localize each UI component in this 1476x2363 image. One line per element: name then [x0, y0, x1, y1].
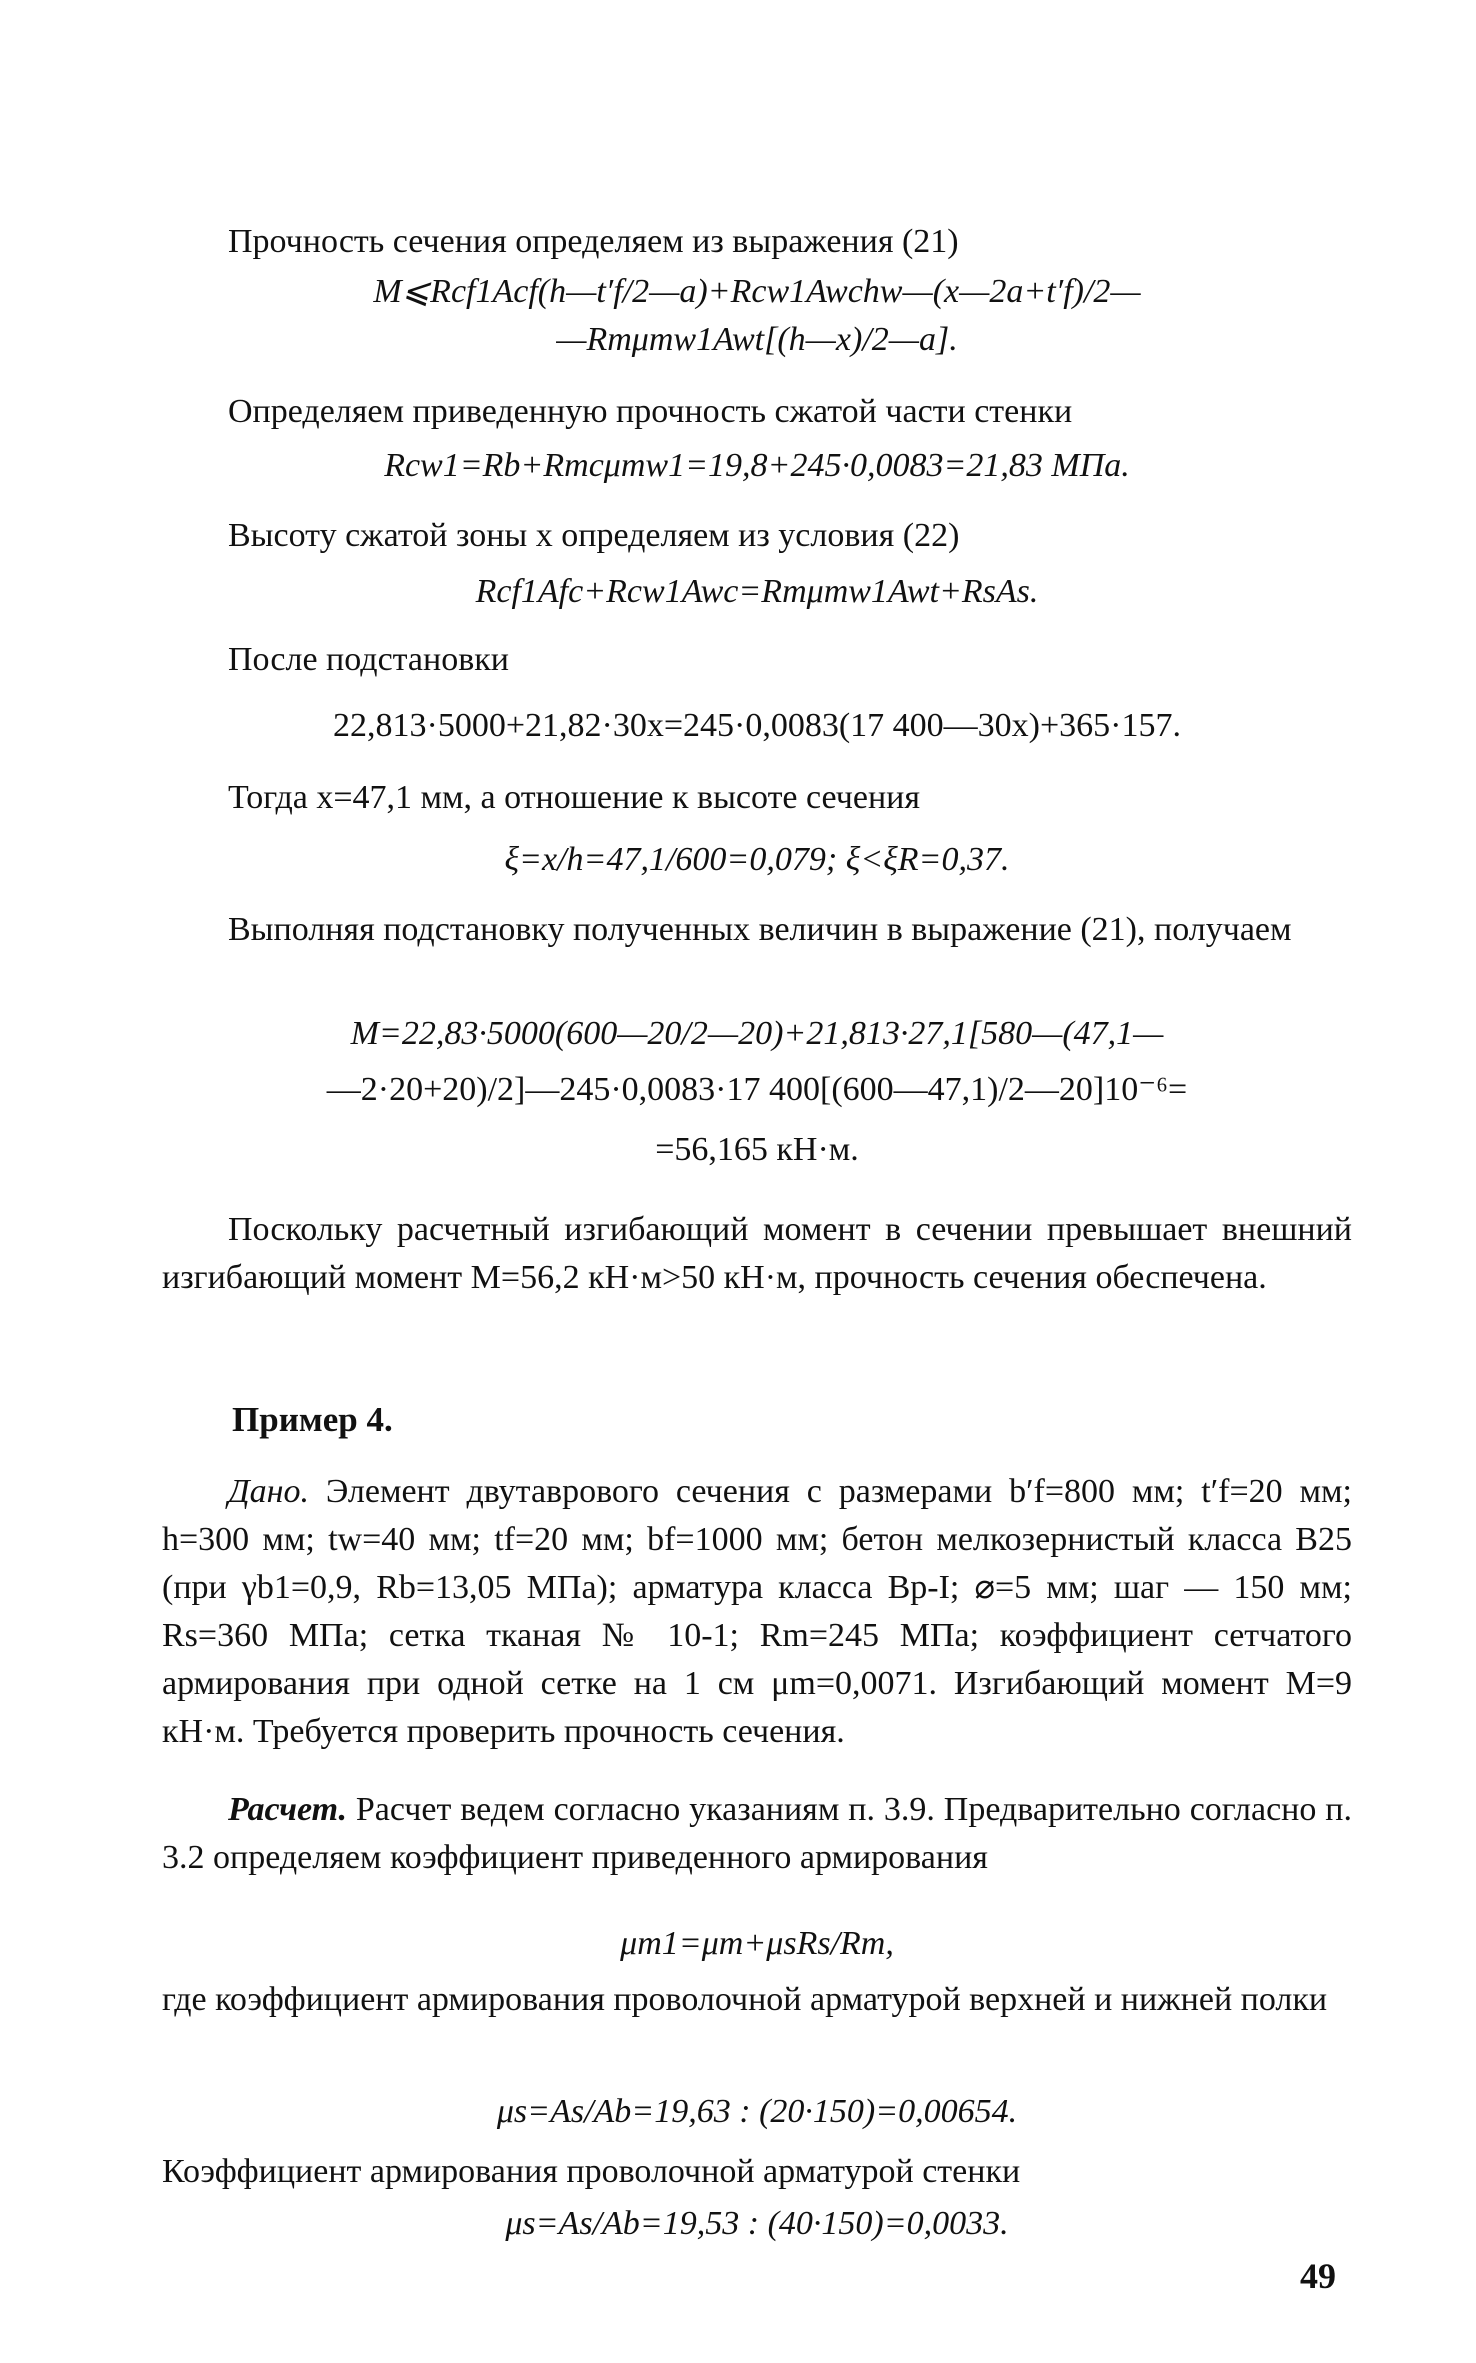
formula-mu-m1: μm1=μm+μsRs/Rm,	[620, 1925, 894, 1962]
paragraph-web-reinforcement: Коэффициент армирования проволочной арматурой стенки	[162, 2153, 1021, 2190]
heading-example-4: Пример 4.	[232, 1400, 393, 1439]
given-label: Дано.	[228, 1473, 309, 1510]
formula-21-line-2: —Rmμmw1Awt[(h—x)/2—a].	[556, 321, 958, 358]
formula-mu-s-flange: μs=As/Ab=19,63 : (20·150)=0,00654.	[496, 2093, 1018, 2130]
paragraph-strength-intro: Прочность сечения определяем из выражения (21)	[228, 223, 959, 260]
paragraph-then-x: Тогда x=47,1 мм, а отношение к высоте сечения	[228, 779, 920, 816]
formula-rcw1: Rcw1=Rb+Rmcμmw1=19,8+245·0,0083=21,83 МПа.	[384, 447, 1130, 484]
formula-moment-line-2: —2·20+20)/2]—245·0,0083·17 400[(600—47,1)/2—20]10⁻⁶=	[326, 1071, 1188, 1108]
paragraph-calculation	[162, 1786, 1352, 1882]
paragraph-conclusion: Поскольку расчетный изгибающий момент в сечении превышает внешний изгибающий момент M=56,2 кН·м>50 кН·м, прочность сечения обеспечена.	[162, 1211, 1352, 1296]
formula-substitution: 22,813·5000+21,82·30x=245·0,0083(17 400—30x)+365·157.	[333, 707, 1181, 744]
formula-xi: ξ=x/h=47,1/600=0,079; ξ<ξR=0,37.	[504, 841, 1010, 878]
paragraph-flange-reinforcement: где коэффициент армирования проволочной арматурой верхней и нижней полки	[162, 1981, 1328, 2018]
formula-moment-line-3: =56,165 кН·м.	[655, 1131, 859, 1168]
page-number: 49	[1300, 2256, 1336, 2296]
paragraph-substituting: Выполняя подстановку полученных величин в выражение (21), получаем	[228, 911, 1292, 948]
paragraph-given	[162, 1468, 1352, 1756]
paragraph-after-substitution: После подстановки	[228, 641, 509, 678]
formula-mu-s-web: μs=As/Ab=19,53 : (40·150)=0,0033.	[505, 2205, 1009, 2242]
calculation-label: Расчет.	[228, 1791, 347, 1828]
paragraph-reduced-strength: Определяем приведенную прочность сжатой части стенки	[228, 393, 1073, 430]
formula-21-line-1: M⩽Rcf1Acf(h—t′f/2—a)+Rcw1Awchw—(x—2a+t′f)/2—	[373, 273, 1141, 310]
formula-22: Rcf1Afc+Rcw1Awc=Rmμmw1Awt+RsAs.	[475, 573, 1039, 610]
paragraph-compressed-zone: Высоту сжатой зоны x определяем из условия (22)	[228, 517, 960, 554]
calculation-text: Расчет ведем согласно указаниям п. 3.9. Предварительно согласно п. 3.2 определяем коэффициент приведенного армирования	[162, 1791, 1352, 1876]
given-text: Элемент двутаврового сечения с размерами b′f=800 мм; t′f=20 мм; h=300 мм; tw=40 мм; tf=20 мм; bf=1000 мм; бетон мелкозернистый класса В25 (при γb1=0,9, Rb=13,05 МПа); арматура класса Вр-I; ⌀=5 мм; шаг — 150 мм; Rs=360 МПа; сетка тканая № 10-1; Rm=245 МПа; коэффициент сетчатого армирования при одной сетке на 1 см μm=0,0071. Изгибающий момент M=9 кН·м. Требуется проверить прочность сечения.	[162, 1473, 1352, 1750]
formula-moment-line-1: M=22,83·5000(600—20/2—20)+21,813·27,1[580—(47,1—	[350, 1015, 1164, 1052]
